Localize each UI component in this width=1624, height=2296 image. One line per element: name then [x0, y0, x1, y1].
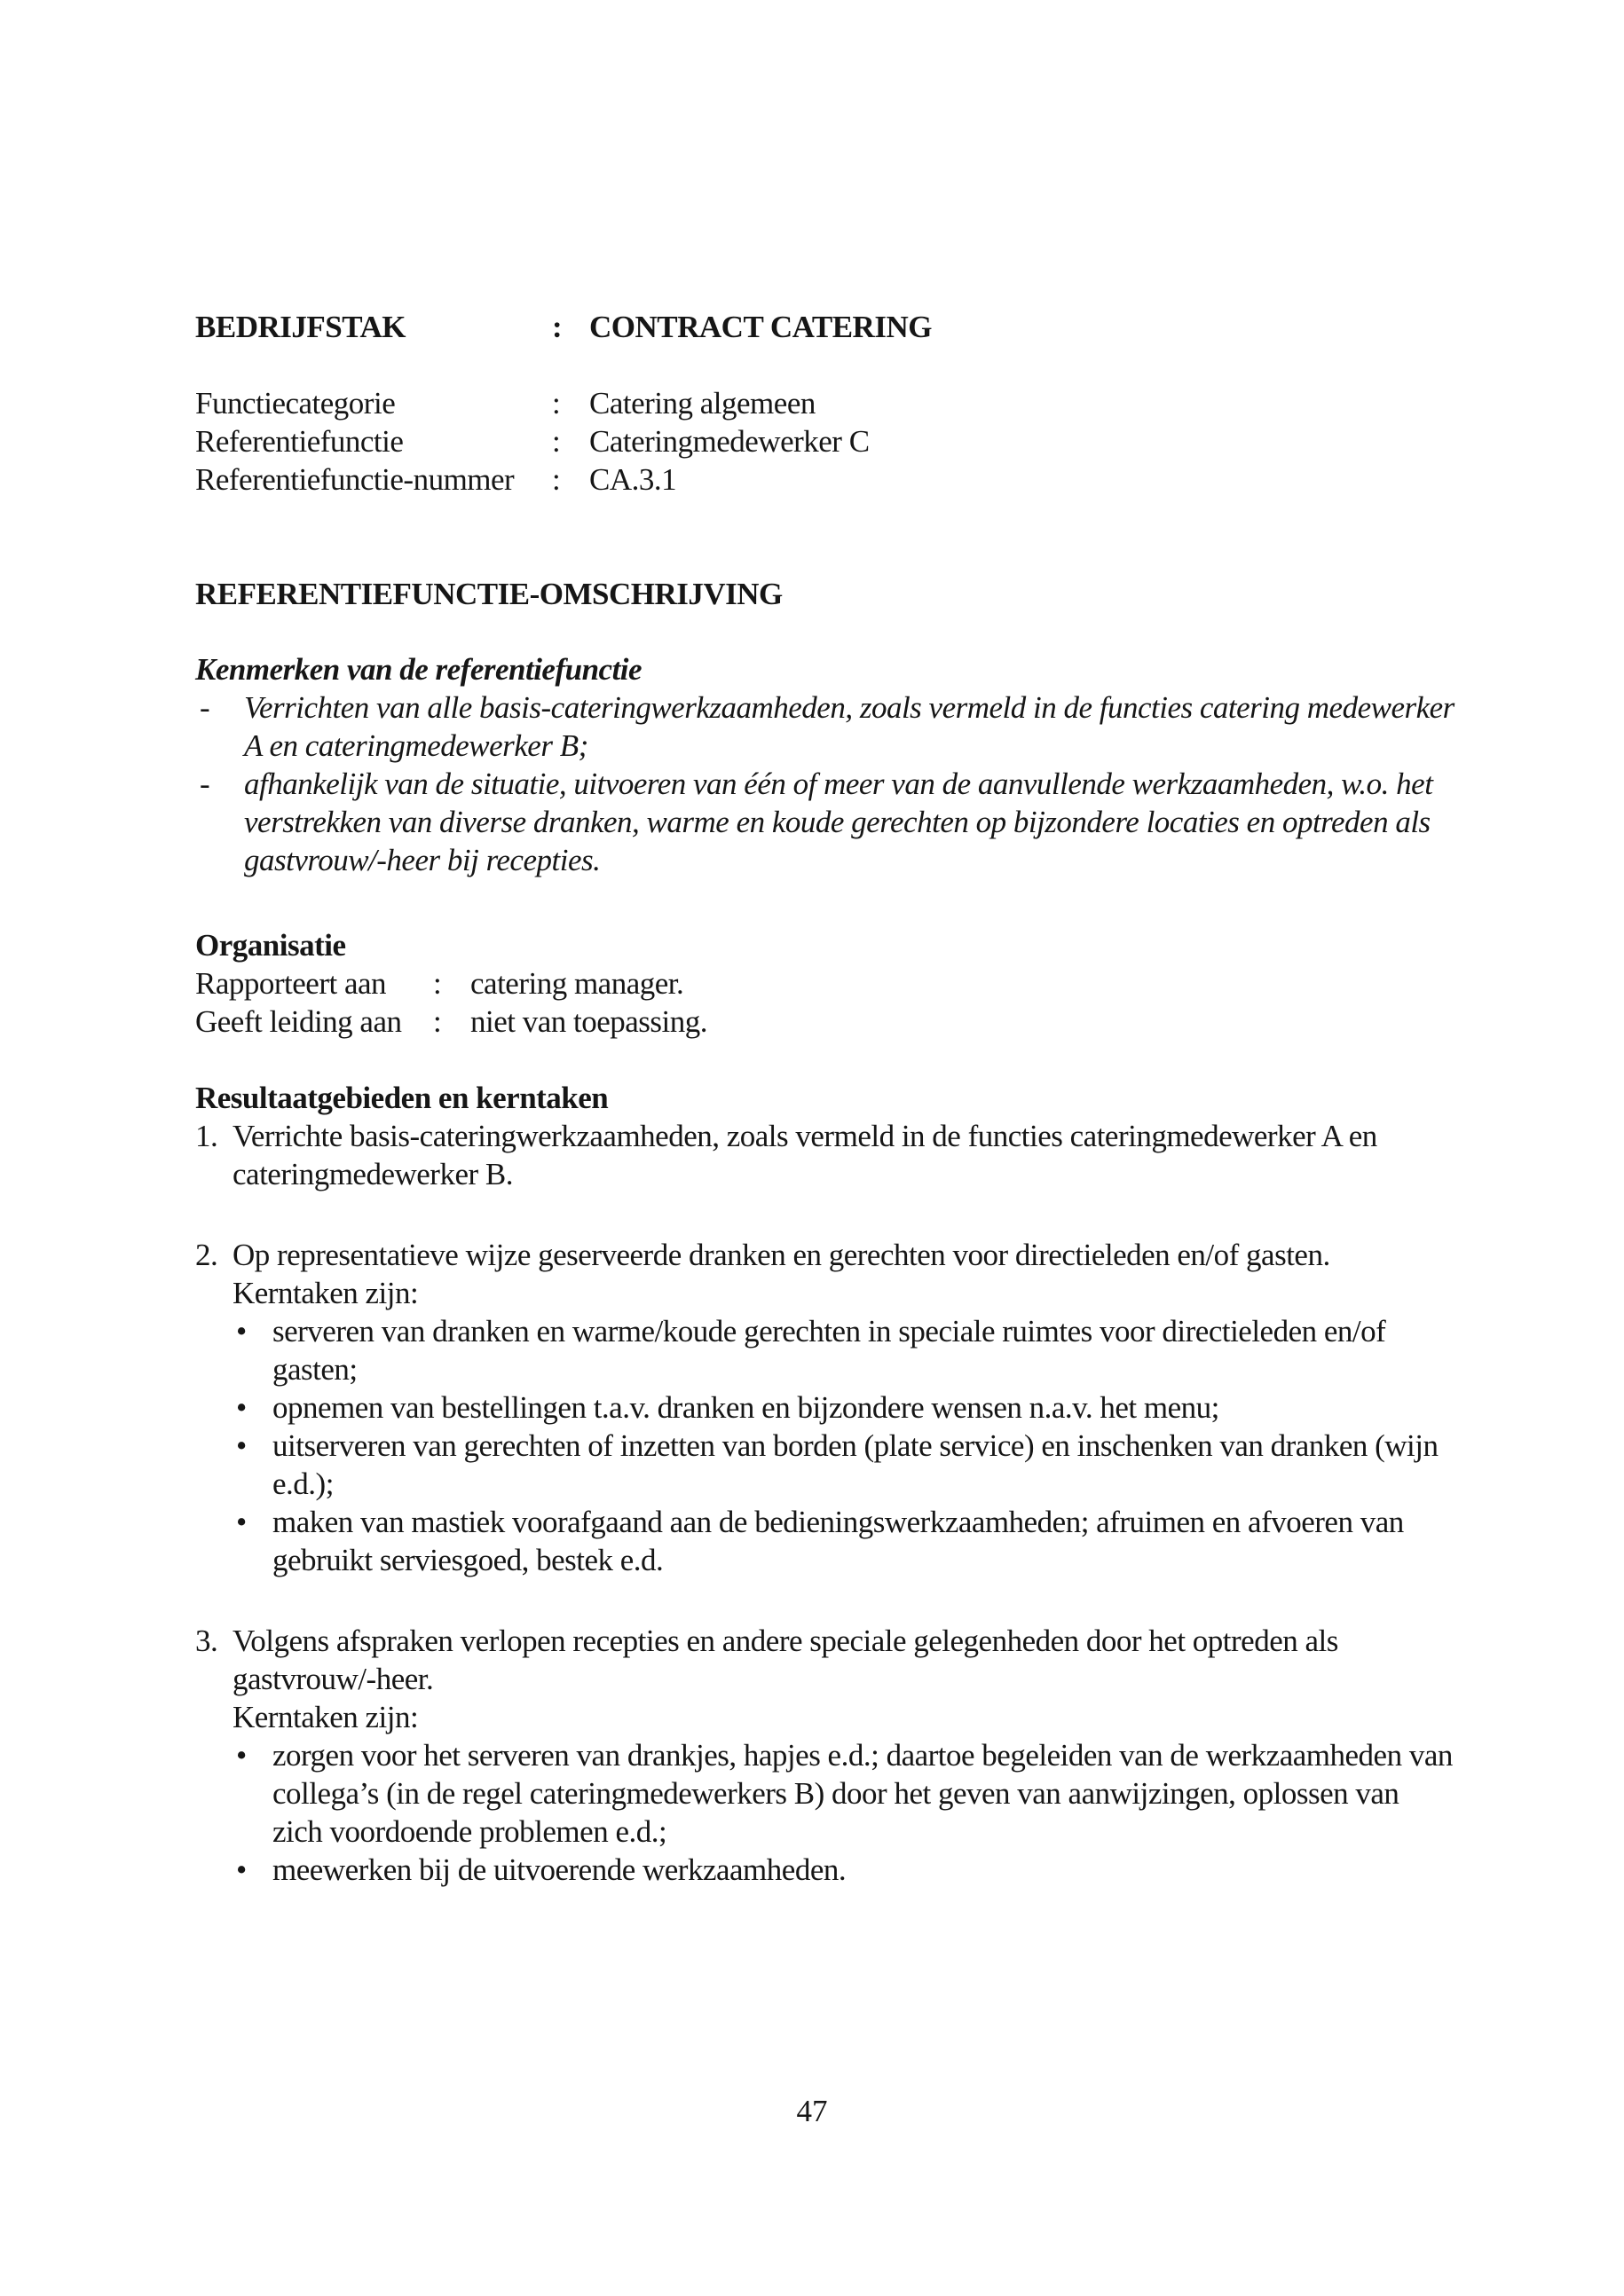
colon-separator: :	[552, 386, 561, 421]
meta-label: Functiecategorie	[195, 386, 396, 421]
kerntaken-item	[195, 1503, 1455, 1579]
organisatie-row	[195, 964, 1455, 1003]
kerntaken-text: uitserveren van gerechten of inzetten van borden (plate service) en inschenken van dranken (wijn e.d.);	[272, 1428, 1439, 1501]
industry-label: BEDRIJFSTAK	[195, 310, 406, 344]
page-number: 47	[796, 2094, 828, 2128]
bullet-marker: •	[236, 1505, 247, 1539]
kenmerken-item	[195, 688, 1455, 765]
kerntaken-label: Kerntaken zijn:	[233, 1276, 419, 1310]
section-heading-omschrijving: REFERENTIEFUNCTIE-OMSCHRIJVING	[195, 577, 783, 611]
kerntaken-label: Kerntaken zijn:	[233, 1700, 419, 1734]
org-row-label: Geeft leiding aan	[195, 1004, 402, 1039]
org-row-label: Rapporteert aan	[195, 966, 387, 1001]
kerntaken-text: maken van mastiek voorafgaand aan de bedieningswerkzaamheden; afruimen en afvoeren van gebruikt serviesgoed, bestek e.d.	[272, 1505, 1404, 1577]
org-row-value: catering manager.	[470, 966, 684, 1001]
organisatie-row	[195, 1003, 1455, 1041]
bullet-marker: •	[236, 1428, 247, 1463]
result-item	[195, 1236, 1455, 1579]
meta-value: CA.3.1	[589, 462, 677, 497]
meta-value: Catering algemeen	[589, 386, 816, 421]
kerntaken-text: meewerken bij de uitvoerende werkzaamheden.	[272, 1852, 847, 1887]
kenmerken-item-text: afhankelijk van de situatie, uitvoeren van één of meer van de aanvullende werkzaamheden, w.o. het verstrekken van diverse dranken, warme en koude gerechten op bijzondere locaties en optreden als gastvrouw/-heer bij recepties.	[244, 767, 1433, 877]
dash-marker: -	[200, 767, 210, 801]
kerntaken-item	[195, 1388, 1455, 1427]
item-text: Op representatieve wijze geserveerde dranken en gerechten voor directieleden en/of gasten.	[233, 1238, 1330, 1272]
kerntaken-text: opnemen van bestellingen t.a.v. dranken en bijzondere wensen n.a.v. het menu;	[272, 1390, 1219, 1425]
colon-separator: :	[552, 310, 563, 344]
colon-separator: :	[433, 1004, 442, 1039]
resultaat-heading: Resultaatgebieden en kerntaken	[195, 1081, 609, 1115]
meta-row	[195, 422, 1455, 460]
item-text: Verrichte basis-cateringwerkzaamheden, zoals vermeld in de functies cateringmedewerker A en cateringmedewerker B.	[233, 1119, 1377, 1191]
colon-separator: :	[433, 966, 442, 1001]
kerntaken-item	[195, 1312, 1455, 1388]
colon-separator: :	[552, 424, 561, 459]
kerntaken-item	[195, 1427, 1455, 1503]
kerntaken-item	[195, 1736, 1455, 1851]
industry-value: CONTRACT CATERING	[589, 310, 932, 344]
result-item	[195, 1117, 1455, 1193]
meta-label: Referentiefunctie	[195, 424, 404, 459]
kenmerken-item	[195, 765, 1455, 879]
org-row-value: niet van toepassing.	[470, 1004, 708, 1039]
meta-label: Referentiefunctie-nummer	[195, 462, 515, 497]
bullet-marker: •	[236, 1738, 247, 1773]
resultaat-list	[195, 1117, 1455, 1889]
item-text: Volgens afspraken verlopen recepties en andere speciale gelegenheden door het optreden als gastvrouw/-heer.	[233, 1624, 1338, 1696]
organisatie-rows	[195, 964, 1455, 1041]
item-number: 3.	[195, 1624, 218, 1658]
result-item	[195, 1622, 1455, 1889]
document-title-row	[195, 308, 1455, 346]
kenmerken-heading: Kenmerken van de referentiefunctie	[195, 652, 643, 687]
dash-marker: -	[200, 690, 210, 725]
item-number: 2.	[195, 1238, 218, 1272]
bullet-marker: •	[236, 1314, 247, 1349]
kerntaken-text: serveren van dranken en warme/koude gerechten in speciale ruimtes voor directieleden en/of gasten;	[272, 1314, 1386, 1387]
bullet-marker: •	[236, 1390, 247, 1425]
meta-row	[195, 384, 1455, 422]
meta-block	[195, 384, 1455, 499]
meta-row	[195, 460, 1455, 499]
kenmerken-list	[195, 688, 1455, 879]
kerntaken-item	[195, 1851, 1455, 1889]
document-content	[195, 308, 1455, 1889]
kenmerken-item-text: Verrichten van alle basis-cateringwerkzaamheden, zoals vermeld in de functies catering medewerker A en cateringmedewerker B;	[244, 690, 1455, 763]
meta-value: Cateringmedewerker C	[589, 424, 870, 459]
organisatie-heading: Organisatie	[195, 928, 346, 963]
colon-separator: :	[552, 462, 561, 497]
item-number: 1.	[195, 1119, 218, 1153]
kerntaken-text: zorgen voor het serveren van drankjes, hapjes e.d.; daartoe begeleiden van de werkzaamheden van collega’s (in de regel cateringmedewerkers B) door het geven van aanwijzingen, oplossen van zich voordoende problemen e.d.;	[272, 1738, 1453, 1849]
bullet-marker: •	[236, 1852, 247, 1887]
